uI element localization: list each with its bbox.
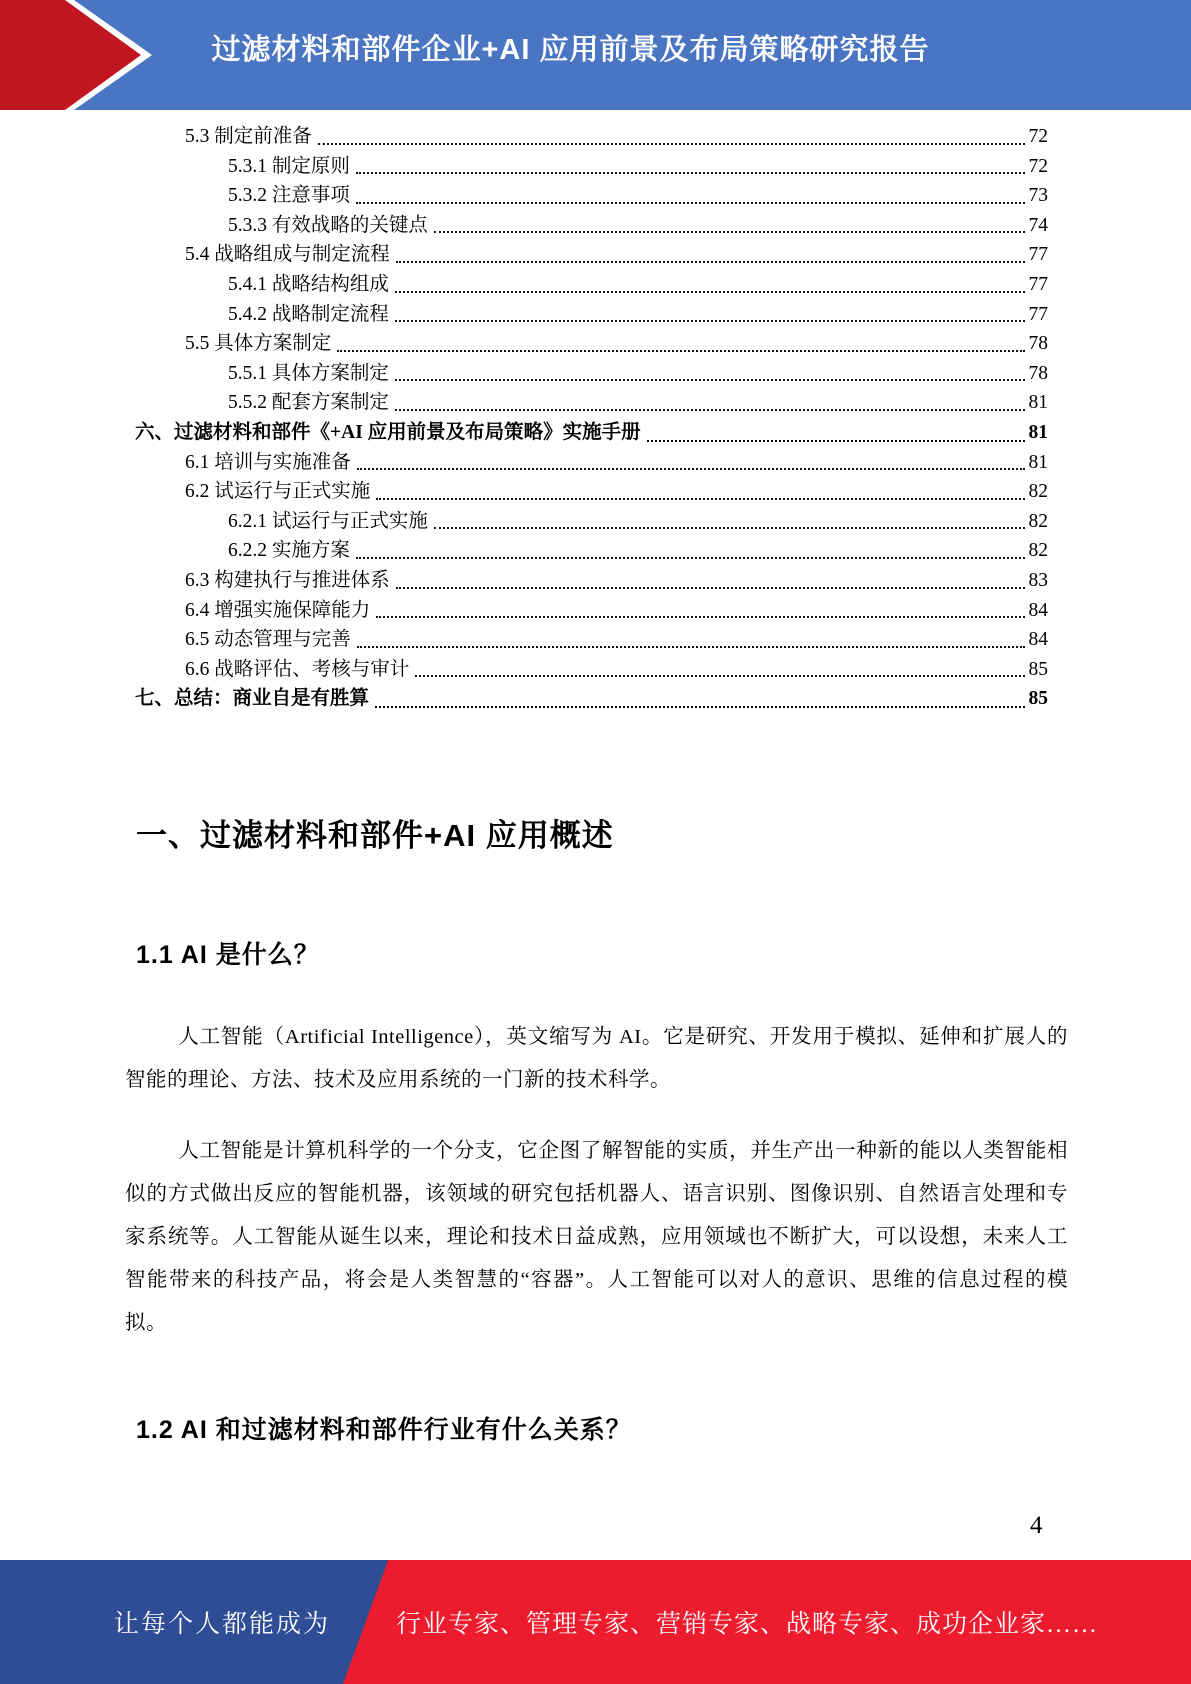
footer-banner <box>0 1560 1191 1684</box>
toc-entry <box>135 684 1048 714</box>
toc-entry-page: 78 <box>1028 333 1048 355</box>
toc-entry-page: 82 <box>1028 540 1048 562</box>
toc-leader-dots <box>337 350 1024 352</box>
toc-entry <box>135 477 1048 507</box>
toc-entry-page: 84 <box>1028 629 1048 651</box>
toc-leader-dots <box>395 379 1025 381</box>
toc-entry <box>135 240 1048 270</box>
toc-entry-page: 72 <box>1028 155 1048 177</box>
toc-entry-page: 82 <box>1028 481 1048 503</box>
table-of-contents <box>135 122 1048 714</box>
toc-leader-dots <box>434 527 1025 529</box>
toc-entry-label: 5.3.2 注意事项 <box>228 185 350 207</box>
toc-entry-page: 77 <box>1028 244 1048 266</box>
toc-leader-dots <box>395 409 1025 411</box>
body-paragraph-2: 人工智能是计算机科学的一个分支，它企图了解智能的实质，并生产出一种新的能以人类智能相似的方式做出反应的智能机器，该领域的研究包括机器人、语言识别、图像识别、自然语言处理和专家系统等。人工智能从诞生以来，理论和技术日益成熟，应用领域也不断扩大，可以设想，未来人工智能带来的科技产品，将会是人类智慧的“容器”。人工智能可以对人的意识、思维的信息过程的模拟。 <box>125 1140 1068 1334</box>
toc-entry <box>135 152 1048 182</box>
toc-leader-dots <box>396 587 1025 589</box>
chevron-right-icon <box>0 0 162 110</box>
toc-entry-label: 5.3.3 有效战略的关键点 <box>228 214 428 236</box>
section-heading-1: 一、过滤材料和部件+AI 应用概述 <box>136 818 614 853</box>
sub-heading-1-1: 1.1 AI 是什么？ <box>136 941 320 969</box>
toc-entry-page: 81 <box>1028 451 1048 473</box>
toc-entry-page: 84 <box>1028 599 1048 621</box>
footer-slogan-left: 让每个人都能成为 <box>113 1611 330 1638</box>
toc-entry-label: 六、过滤材料和部件《+AI 应用前景及布局策略》实施手册 <box>135 421 641 443</box>
toc-entry <box>135 418 1048 448</box>
toc-entry-label: 5.4 战略组成与制定流程 <box>185 244 390 266</box>
toc-leader-dots <box>356 202 1025 204</box>
toc-entry-label: 6.6 战略评估、考核与审计 <box>185 658 410 680</box>
toc-entry-page: 82 <box>1028 510 1048 532</box>
toc-entry-page: 83 <box>1028 569 1048 591</box>
toc-entry-page: 85 <box>1028 688 1048 710</box>
toc-entry <box>135 388 1048 418</box>
toc-entry-page: 78 <box>1028 362 1048 384</box>
toc-entry <box>135 596 1048 626</box>
toc-entry-page: 77 <box>1028 303 1048 325</box>
toc-leader-dots <box>395 291 1025 293</box>
toc-entry <box>135 655 1048 685</box>
toc-entry-label: 5.5 具体方案制定 <box>185 333 332 355</box>
toc-leader-dots <box>434 231 1025 233</box>
toc-entry <box>135 359 1048 389</box>
toc-leader-dots <box>357 646 1025 648</box>
toc-entry <box>135 566 1048 596</box>
report-header-banner <box>0 0 1191 110</box>
toc-entry-label: 6.2.1 试运行与正式实施 <box>228 510 428 532</box>
toc-entry-page: 73 <box>1028 185 1048 207</box>
toc-entry-label: 七、总结：商业自是有胜算 <box>135 688 370 710</box>
toc-entry-label: 5.4.2 战略制定流程 <box>228 303 389 325</box>
toc-leader-dots <box>356 172 1025 174</box>
toc-entry-label: 5.5.1 具体方案制定 <box>228 362 389 384</box>
toc-entry-page: 74 <box>1028 214 1048 236</box>
toc-entry-label: 5.3 制定前准备 <box>185 126 312 147</box>
toc-entry-label: 5.5.2 配套方案制定 <box>228 392 389 414</box>
toc-entry-label: 6.4 增强实施保障能力 <box>185 599 371 621</box>
sub-heading-1-2: 1.2 AI 和过滤材料和部件行业有什么关系？ <box>136 1416 632 1444</box>
toc-leader-dots <box>376 616 1024 618</box>
footer-slogan-right: 行业专家、管理专家、营销专家、战略专家、成功企业家…… <box>396 1611 1099 1638</box>
toc-entry <box>135 270 1048 300</box>
toc-entry <box>135 448 1048 478</box>
toc-leader-dots <box>396 261 1025 263</box>
toc-entry-label: 6.2 试运行与正式实施 <box>185 481 371 503</box>
toc-entry <box>135 507 1048 537</box>
toc-entry <box>135 300 1048 330</box>
toc-leader-dots <box>376 498 1024 500</box>
toc-entry <box>135 329 1048 359</box>
body-paragraph-1: 人工智能（Artificial Intelligence），英文缩写为 AI。它是研究、开发用于模拟、延伸和扩展人的智能的理论、方法、技术及应用系统的一门新的技术科学。 <box>125 1026 1068 1091</box>
toc-entry-page: 81 <box>1028 421 1048 443</box>
toc-entry <box>135 625 1048 655</box>
toc-leader-dots <box>375 706 1024 708</box>
toc-entry <box>135 536 1048 566</box>
toc-entry <box>135 122 1048 152</box>
toc-entry-label: 6.2.2 实施方案 <box>228 540 350 562</box>
toc-entry-page: 77 <box>1028 273 1048 295</box>
toc-entry-label: 6.3 构建执行与推进体系 <box>185 569 390 591</box>
toc-leader-dots <box>318 143 1025 145</box>
toc-entry <box>135 211 1048 241</box>
toc-leader-dots <box>415 675 1024 677</box>
report-title: 过滤材料和部件企业+AI 应用前景及布局策略研究报告 <box>211 34 930 66</box>
toc-leader-dots <box>356 557 1025 559</box>
toc-entry-page: 85 <box>1028 658 1048 680</box>
toc-entry <box>135 181 1048 211</box>
toc-leader-dots <box>647 440 1025 442</box>
toc-entry-page: 81 <box>1028 392 1048 414</box>
toc-entry-label: 6.1 培训与实施准备 <box>185 451 351 473</box>
toc-leader-dots <box>395 320 1025 322</box>
toc-entry-page: 72 <box>1028 126 1048 147</box>
toc-leader-dots <box>357 468 1025 470</box>
toc-entry-label: 5.4.1 战略结构组成 <box>228 273 389 295</box>
page-number: 4 <box>1030 1512 1043 1539</box>
toc-entry-label: 6.5 动态管理与完善 <box>185 629 351 651</box>
toc-entry-label: 5.3.1 制定原则 <box>228 155 350 177</box>
